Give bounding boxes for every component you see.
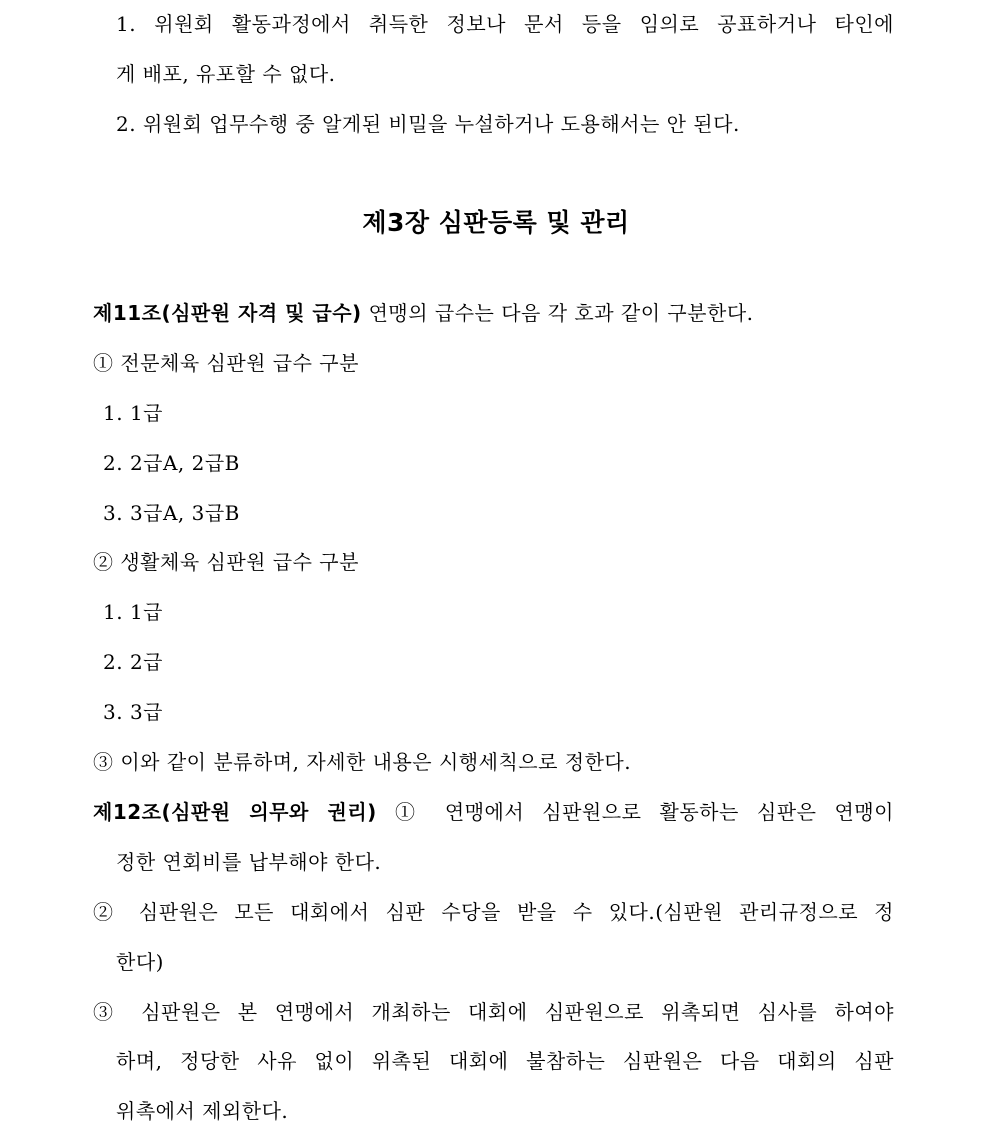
article11-heading-line — [93, 300, 754, 326]
article11-group1-item1: 1. 1급 — [103, 401, 163, 425]
article10-item1-line2: 게 배포, 유포할 수 없다. — [116, 62, 336, 86]
article12-heading-line — [93, 799, 894, 825]
article11-note: ③ 이와 같이 분류하며, 자세한 내용은 시행세칙으로 정한다. — [93, 750, 632, 774]
article12-p3-line2: 하며, 정당한 사유 없이 위촉된 대회에 불참하는 심판원은 다음 대회의 심판 — [116, 1049, 894, 1073]
article11-title: 제11조(심판원 자격 및 급수) — [93, 301, 362, 325]
article12-p1-line2: 정한 연회비를 납부해야 한다. — [116, 850, 382, 874]
article11-group1-item2: 2. 2급A, 2급B — [103, 451, 240, 475]
article12-p1-line1: ① 연맹에서 심판원으로 활동하는 심판은 연맹이 — [394, 800, 894, 824]
article11-group2-item3: 3. 3급 — [103, 700, 163, 724]
article10-item1-text: 위원회 활동과정에서 취득한 정보나 문서 등을 임의로 공표하거나 타인에 — [154, 12, 895, 36]
article10-item2-text: 위원회 업무수행 중 알게된 비밀을 누설하거나 도용해서는 안 된다. — [142, 112, 740, 136]
article12-p2-line1: ② 심판원은 모든 대회에서 심판 수당을 받을 수 있다.(심판원 관리규정으로 정 — [93, 900, 894, 924]
article11-group2-label: ② 생활체육 심판원 급수 구분 — [93, 550, 359, 574]
article11-intro: 연맹의 급수는 다음 각 호과 같이 구분한다. — [368, 301, 754, 325]
chapter-title: 제3장 심판등록 및 관리 — [362, 208, 630, 237]
article12-p3-line3: 위촉에서 제외한다. — [116, 1099, 289, 1123]
article10-item2-number: 2. — [116, 112, 137, 136]
article11-group1-item3: 3. 3급A, 3급B — [103, 501, 240, 525]
article10-item1-number: 1. — [116, 12, 137, 36]
article10-item1-line1 — [116, 11, 894, 37]
article11-group1-label: ① 전문체육 심판원 급수 구분 — [93, 351, 359, 375]
article10-item2-line1 — [116, 111, 740, 137]
article12-p2-line2: 한다) — [116, 950, 164, 974]
article11-group2-item2: 2. 2급 — [103, 650, 163, 674]
article12-title: 제12조(심판원 의무와 권리) — [93, 800, 377, 824]
article12-p3-line1: ③ 심판원은 본 연맹에서 개최하는 대회에 심판원으로 위촉되면 심사를 하여야 — [93, 1000, 894, 1024]
article11-group2-item1: 1. 1급 — [103, 600, 163, 624]
